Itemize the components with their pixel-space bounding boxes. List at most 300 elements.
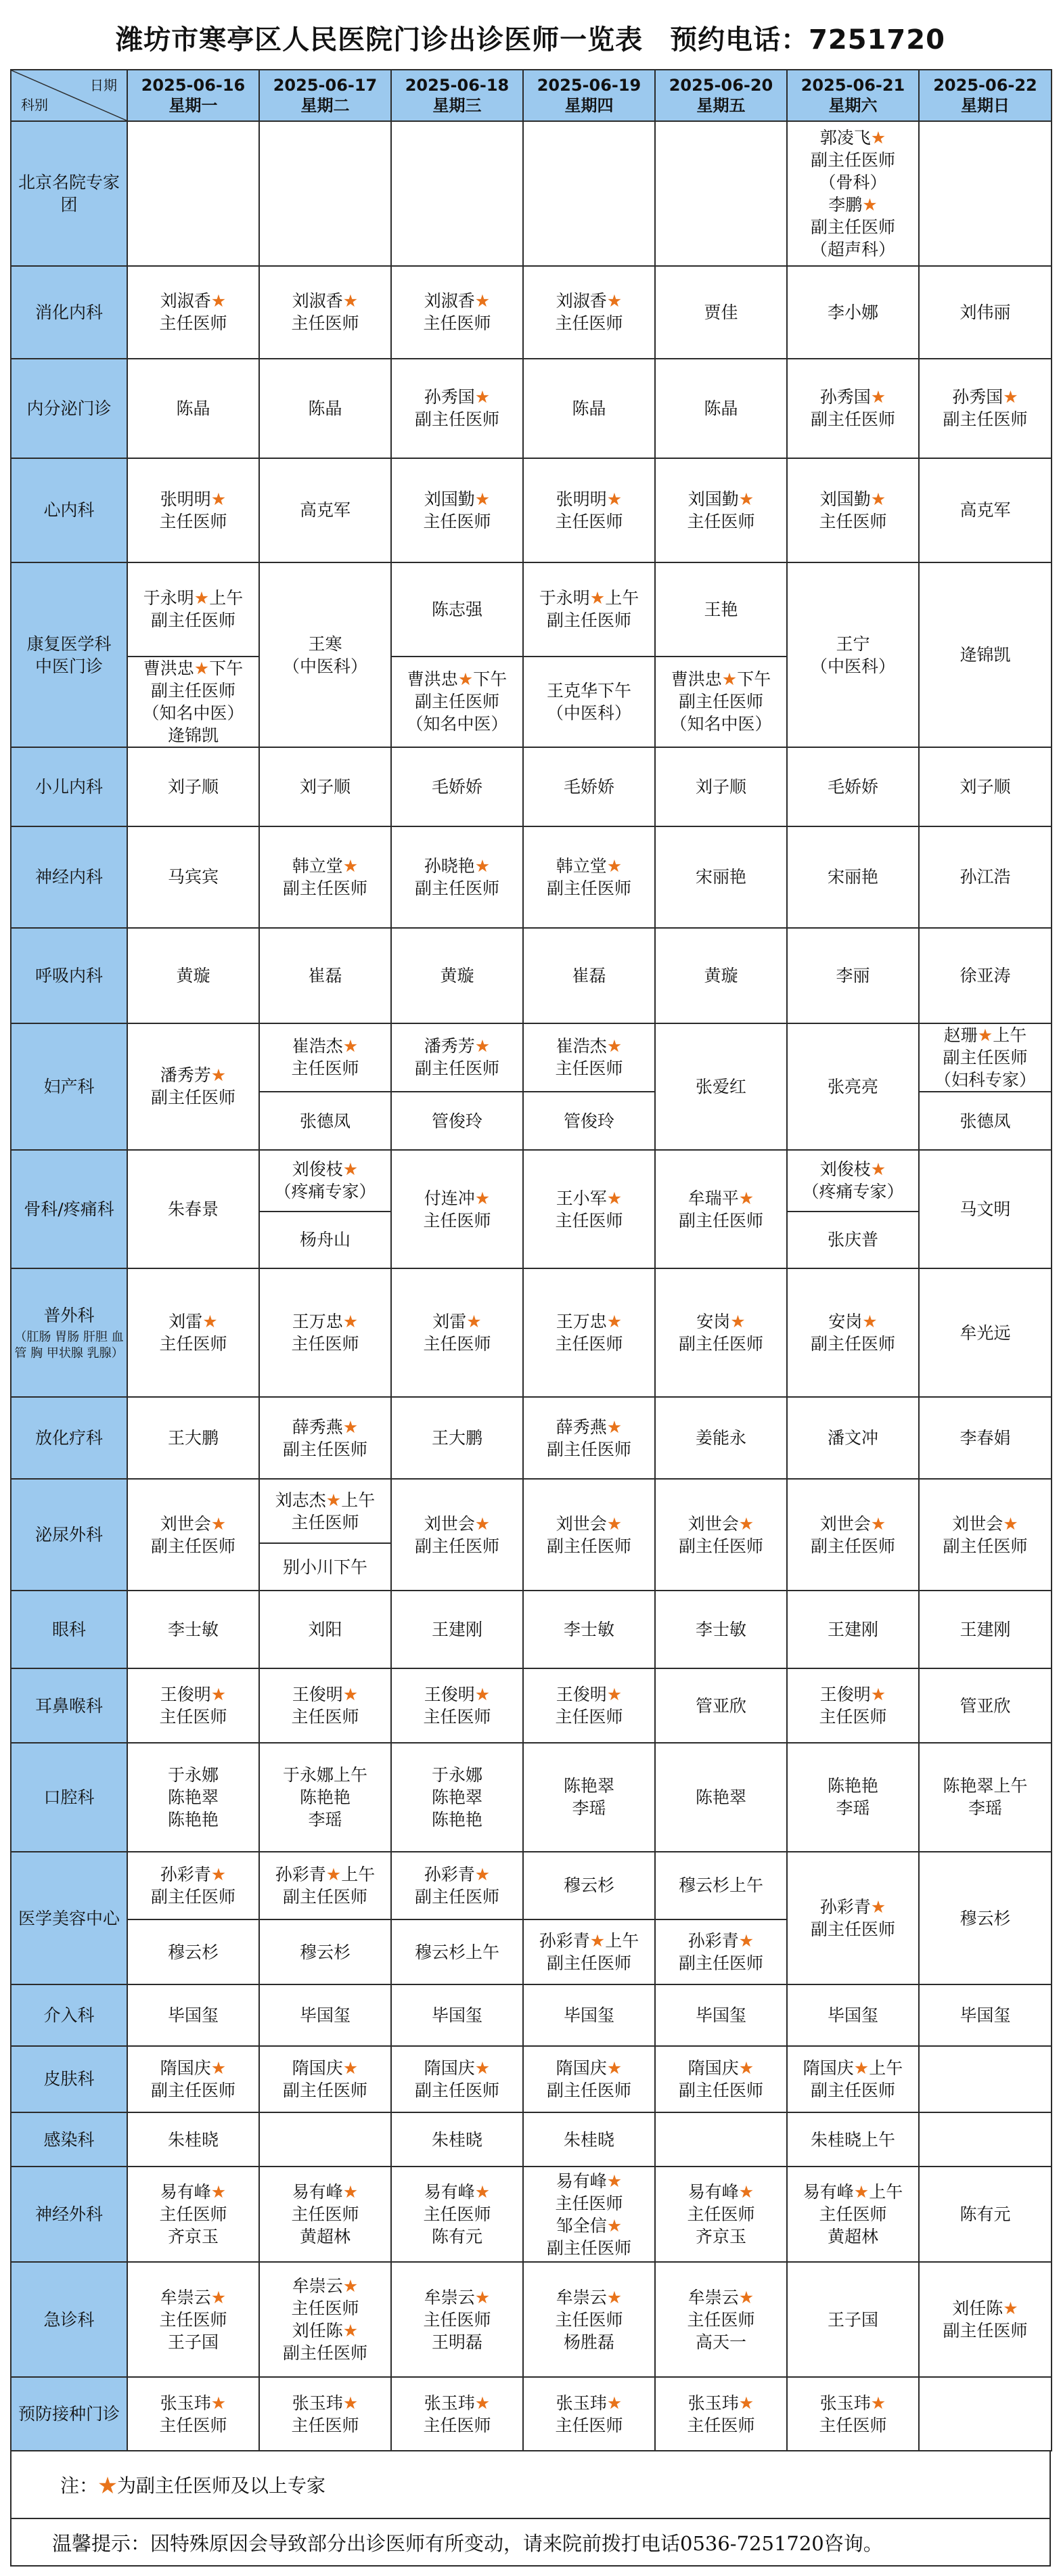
- doctor-line: 陈晶: [176, 398, 210, 418]
- star-icon: ★: [606, 489, 623, 509]
- doctor-line: 副主任医师: [678, 692, 763, 712]
- schedule-cell: [919, 1743, 1052, 1852]
- schedule-cell: [259, 1743, 391, 1852]
- dept-name: 北京名院专家团: [18, 172, 120, 215]
- dept-row: [11, 1023, 1052, 1092]
- schedule-cell: [787, 121, 919, 266]
- schedule-cell: [259, 1479, 391, 1543]
- schedule-cell: [787, 458, 919, 563]
- doctor-line: 张玉玮★: [556, 2393, 623, 2413]
- schedule-cell: [655, 2377, 787, 2451]
- doctor-line: 主任医师: [423, 511, 491, 531]
- schedule-cell: [523, 657, 655, 747]
- schedule-cell: [259, 1023, 391, 1092]
- dept-name: 内分泌门诊: [26, 398, 112, 418]
- schedule-cell: [919, 1591, 1052, 1668]
- star-icon: ★: [606, 2058, 623, 2078]
- phone-text: 预约电话：7251720: [670, 24, 945, 55]
- doctor-line: 邹全信★: [556, 2215, 623, 2236]
- doctor-line: 于永娜上午: [282, 1764, 367, 1785]
- doctor-line: 牟崇云★: [556, 2287, 623, 2307]
- doctor-line: 王建刚: [827, 1620, 878, 1640]
- star-icon: ★: [210, 489, 227, 509]
- doctor-line: 毕国玺: [167, 2005, 219, 2026]
- doctor-line: 孙彩青★: [424, 1864, 491, 1884]
- warm-tip: 温馨提示：因特殊原因会导致部分出诊医师有所变动，请来院前拨打电话0536-7251720咨询。: [10, 2519, 1051, 2567]
- doctor-line: 曹洪忠★下午: [671, 669, 771, 690]
- star-icon: ★: [194, 658, 210, 678]
- schedule-cell: [919, 2167, 1052, 2261]
- schedule-cell: [391, 1023, 523, 1092]
- doctor-line: 赵珊★上午: [943, 1025, 1027, 1045]
- schedule-cell: [919, 747, 1052, 826]
- star-icon: ★: [606, 1312, 623, 1332]
- schedule-cell: [523, 266, 655, 359]
- doctor-line: 副主任医师: [810, 217, 895, 237]
- schedule-cell: [919, 826, 1052, 929]
- star-icon: ★: [210, 1685, 227, 1704]
- doctor-line: 副主任医师: [150, 1536, 235, 1556]
- schedule-cell: [919, 1852, 1052, 1985]
- doctor-line: 毕国玺: [695, 2005, 746, 2026]
- doctor-line: 李小娜: [827, 302, 878, 322]
- doctor-line: 管俊玲: [431, 1111, 482, 1131]
- doctor-line: 朱桂晓上午: [810, 2129, 895, 2150]
- day-header: 2025-06-16 星期一: [127, 70, 259, 121]
- schedule-cell: [259, 1397, 391, 1478]
- schedule-cell: [127, 266, 259, 359]
- doctor-line: 刘世会★: [424, 1513, 491, 1534]
- doctor-line: 陈晶: [308, 398, 342, 418]
- star-icon: ★: [738, 489, 754, 509]
- star-icon: ★: [870, 387, 886, 407]
- star-icon: ★: [589, 1931, 606, 1951]
- dept-row: [11, 458, 1052, 563]
- doctor-line: 杨舟山: [299, 1230, 351, 1250]
- dept-name-cell: [11, 1479, 127, 1591]
- star-icon: ★: [853, 2058, 870, 2078]
- doctor-line: 易有峰★: [687, 2182, 754, 2202]
- dept-name-cell: [11, 1852, 127, 1985]
- star-icon: ★: [606, 2215, 623, 2236]
- star-icon: ★: [210, 2393, 227, 2413]
- legend-note-text: 注：★为副主任医师及以上专家: [60, 2474, 326, 2497]
- dept-name-cell: [11, 2262, 127, 2378]
- dept-name-cell: [11, 747, 127, 826]
- doctor-line: 穆云杉: [563, 1875, 614, 1896]
- doctor-line: 陈艳翠: [695, 1787, 746, 1807]
- dept-name: 神经外科: [35, 2204, 103, 2225]
- schedule-cell: [391, 1092, 523, 1150]
- doctor-line: 主任医师: [687, 2309, 755, 2330]
- schedule-cell: [655, 359, 787, 458]
- star-icon: ★: [210, 2182, 227, 2202]
- dept-row: [11, 359, 1052, 458]
- doctor-line: 陈艳艳: [827, 1776, 878, 1796]
- schedule-cell: [259, 826, 391, 929]
- doctor-line: 潘秀芳★: [160, 1065, 227, 1086]
- doctor-line: 副主任医师: [150, 1088, 235, 1108]
- schedule-cell: [523, 2046, 655, 2112]
- dept-row: [11, 1479, 1052, 1543]
- doctor-line: 副主任医师: [546, 2080, 631, 2100]
- dept-row: [11, 826, 1052, 929]
- schedule-cell: [787, 2377, 919, 2451]
- dept-name-cell: [11, 1984, 127, 2045]
- doctor-line: 王俊明★: [424, 1685, 491, 1704]
- doctor-line: 黄璇: [176, 965, 210, 985]
- schedule-cell: [127, 2377, 259, 2451]
- doctor-line: 毕国玺: [960, 2005, 1011, 2026]
- schedule-cell: [391, 1668, 523, 1743]
- doctor-line: 主任医师: [291, 2299, 359, 2319]
- star-icon: ★: [474, 291, 491, 311]
- schedule-cell: [655, 266, 787, 359]
- doctor-line: 张玉玮★: [292, 2393, 359, 2413]
- star-icon: ★: [1003, 2299, 1018, 2319]
- dept-name-cell: [11, 1668, 127, 1743]
- doctor-line: 副主任医师: [414, 2080, 499, 2100]
- schedule-cell: [391, 1591, 523, 1668]
- schedule-cell: [787, 928, 919, 1023]
- schedule-cell: [523, 1150, 655, 1268]
- doctor-line: 刘国勤★: [424, 489, 491, 509]
- schedule-cell: [655, 1743, 787, 1852]
- doctor-line: 王俊明★: [819, 1685, 886, 1704]
- star-icon: ★: [606, 1513, 623, 1534]
- doctor-line: 副主任医师: [282, 2080, 367, 2100]
- schedule-cell: [391, 1852, 523, 1919]
- schedule-cell: [919, 1023, 1052, 1092]
- doctor-line: 刘子顺: [695, 776, 746, 797]
- schedule-cell: [127, 1919, 259, 1984]
- dept-name: 骨科/疼痛科: [24, 1199, 114, 1219]
- doctor-line: 主任医师: [291, 1334, 359, 1354]
- schedule-cell: [391, 121, 523, 266]
- doctor-line: 隋国庆★: [687, 2058, 754, 2078]
- doctor-line: 张德凤: [299, 1111, 351, 1131]
- schedule-cell: [391, 2377, 523, 2451]
- doctor-line: 牟崇云★: [424, 2287, 491, 2307]
- doctor-line: 陈晶: [704, 398, 738, 418]
- doctor-line: （疼痛专家）: [802, 1182, 904, 1202]
- dept-row: [11, 2046, 1052, 2112]
- doctor-line: 副主任医师: [810, 409, 895, 430]
- dept-row: [11, 562, 1052, 656]
- doctor-line: 毕国玺: [827, 2005, 878, 2026]
- schedule-cell: [919, 1150, 1052, 1268]
- schedule-cell: [655, 747, 787, 826]
- doctor-line: 主任医师: [555, 1210, 623, 1230]
- doctor-line: （中医科）: [546, 703, 631, 723]
- dept-row: [11, 928, 1052, 1023]
- schedule-cell: [391, 2167, 523, 2261]
- star-icon: ★: [870, 1685, 886, 1704]
- schedule-cell: [655, 826, 787, 929]
- doctor-line: 毕国玺: [563, 2005, 614, 2026]
- doctor-line: （疼痛专家）: [274, 1182, 376, 1202]
- dept-name: 介入科: [43, 2005, 95, 2026]
- doctor-line: 主任医师: [423, 2415, 491, 2435]
- doctor-line: 毛娇娇: [563, 776, 614, 797]
- star-icon: ★: [862, 1312, 878, 1332]
- doctor-line: 刘雷★: [432, 1312, 482, 1332]
- dept-row: [11, 1150, 1052, 1211]
- star-icon: ★: [325, 1490, 342, 1510]
- star-icon: ★: [1003, 387, 1018, 407]
- doctor-line: 王艳: [704, 599, 738, 619]
- schedule-cell: [127, 1984, 259, 2045]
- dept-name: 急诊科: [43, 2309, 95, 2330]
- doctor-line: 刘子顺: [167, 776, 219, 797]
- star-icon: ★: [589, 588, 606, 608]
- doctor-line: 孙秀国★: [424, 387, 491, 407]
- doctor-line: 刘国勤★: [687, 489, 754, 509]
- doctor-line: 主任医师: [423, 313, 491, 334]
- schedule-cell: [523, 2377, 655, 2451]
- doctor-line: 逄锦凯: [960, 645, 1011, 665]
- schedule-cell: [523, 1268, 655, 1398]
- star-icon: ★: [606, 856, 623, 876]
- doctor-line: 主任医师: [819, 2204, 887, 2225]
- schedule-cell: [655, 2112, 787, 2167]
- dept-name-cell: [11, 121, 127, 266]
- dept-name: 普外科: [43, 1305, 95, 1325]
- schedule-cell: [655, 1023, 787, 1151]
- star-icon: ★: [721, 669, 738, 690]
- doctor-line: 主任医师: [555, 1059, 623, 1079]
- schedule-cell: [391, 1479, 523, 1591]
- dept-name: 心内科: [43, 500, 95, 520]
- schedule-cell: [919, 2112, 1052, 2167]
- doctor-line: （知名中医）: [142, 703, 244, 723]
- doctor-line: 刘世会★: [160, 1513, 227, 1534]
- schedule-cell: [523, 1397, 655, 1478]
- doctor-line: 张庆普: [827, 1230, 878, 1250]
- schedule-cell: [523, 826, 655, 929]
- schedule-cell: [787, 1479, 919, 1591]
- doctor-line: 副主任医师: [678, 1536, 763, 1556]
- schedule-cell: [919, 928, 1052, 1023]
- dept-name: 预防接种门诊: [18, 2404, 120, 2424]
- star-icon: ★: [466, 1312, 482, 1332]
- doctor-line: 毛娇娇: [431, 776, 482, 797]
- schedule-cell: [391, 1743, 523, 1852]
- doctor-line: 主任医师: [819, 2415, 887, 2435]
- doctor-line: （知名中医）: [406, 714, 508, 734]
- star-icon: ★: [194, 588, 210, 608]
- schedule-cell: [259, 2167, 391, 2261]
- schedule-cell: [655, 121, 787, 266]
- doctor-line: 李瑶: [968, 1798, 1002, 1819]
- dept-row: [11, 1852, 1052, 1919]
- doctor-line: （知名中医）: [670, 714, 772, 734]
- day-header: 2025-06-22 星期日: [919, 70, 1052, 121]
- schedule-cell: [523, 1852, 655, 1919]
- doctor-line: 崔浩杰★: [292, 1036, 359, 1057]
- dept-name: 消化内科: [35, 302, 103, 322]
- dept-name-cell: [11, 562, 127, 747]
- doctor-line: 孙彩青★: [819, 1897, 886, 1917]
- star-icon: ★: [342, 2058, 359, 2078]
- schedule-cell: [523, 2262, 655, 2378]
- schedule-cell: [523, 1023, 655, 1092]
- doctor-line: 王子国: [167, 2332, 219, 2352]
- doctor-line: 高克军: [299, 500, 351, 520]
- doctor-line: 毛娇娇: [827, 776, 878, 797]
- doctor-line: 隋国庆★: [160, 2058, 227, 2078]
- doctor-line: 牟瑞平★: [687, 1188, 754, 1208]
- doctor-line: 穆云杉: [299, 1942, 351, 1962]
- schedule-cell: [655, 1479, 787, 1591]
- schedule-cell: [787, 1668, 919, 1743]
- doctor-line: 管俊玲: [563, 1111, 614, 1131]
- schedule-cell: [655, 2046, 787, 2112]
- page-title: [0, 0, 1061, 74]
- star-icon: ★: [98, 2474, 118, 2497]
- doctor-line: 郭凌飞★: [819, 127, 886, 148]
- star-icon: ★: [606, 1685, 623, 1704]
- star-icon: ★: [738, 1931, 754, 1951]
- star-icon: ★: [325, 1864, 342, 1884]
- doctor-line: 副主任医师: [414, 1059, 499, 1079]
- doctor-line: 孙彩青★上午: [539, 1931, 639, 1951]
- doctor-line: 主任医师: [423, 1334, 491, 1354]
- schedule-cell: [919, 1092, 1052, 1150]
- doctor-line: 孙彩青★: [160, 1864, 227, 1884]
- star-icon: ★: [738, 2182, 754, 2202]
- doctor-line: 陈艳艳: [299, 1787, 351, 1807]
- schedule-cell: [259, 266, 391, 359]
- doctor-line: 主任医师: [819, 1707, 887, 1727]
- doctor-line: （妇科专家）: [934, 1069, 1036, 1090]
- doctor-line: 穆云杉上午: [678, 1875, 763, 1896]
- doctor-line: 朱春景: [167, 1199, 219, 1219]
- doctor-line: 王俊明★: [556, 1685, 623, 1704]
- dept-name: 神经内科: [35, 867, 103, 887]
- doctor-line: 主任医师: [159, 2415, 227, 2435]
- schedule-cell: [787, 266, 919, 359]
- doctor-line: 齐京玉: [695, 2227, 746, 2247]
- dept-name-cell: [11, 1023, 127, 1151]
- schedule-cell: [259, 1212, 391, 1268]
- day-header: 2025-06-21 星期六: [787, 70, 919, 121]
- dept-row: [11, 2377, 1052, 2451]
- doctor-line: 主任医师: [291, 1707, 359, 1727]
- schedule-cell: [127, 2112, 259, 2167]
- doctor-line: 张玉玮★: [160, 2393, 227, 2413]
- doctor-line: 牟崇云★: [160, 2287, 227, 2307]
- doctor-line: 黄超林: [827, 2227, 878, 2247]
- schedule-cell: [523, 2112, 655, 2167]
- schedule-cell: [127, 826, 259, 929]
- schedule-cell: [787, 2112, 919, 2167]
- dept-row: [11, 1984, 1052, 2045]
- schedule-cell: [127, 657, 259, 747]
- doctor-line: 姜能永: [695, 1428, 746, 1448]
- doctor-line: 副主任医师: [150, 610, 235, 631]
- schedule-cell: [523, 1984, 655, 2045]
- star-icon: ★: [474, 2058, 491, 2078]
- doctor-line: 黄璇: [440, 965, 474, 985]
- doctor-line: （超声科）: [810, 239, 895, 259]
- doctor-line: 陈艳翠: [167, 1787, 219, 1807]
- doctor-line: 主任医师: [555, 1707, 623, 1727]
- doctor-line: 刘子顺: [960, 776, 1011, 797]
- star-icon: ★: [870, 2393, 886, 2413]
- star-icon: ★: [853, 2182, 870, 2202]
- star-icon: ★: [606, 2287, 623, 2307]
- schedule-cell: [523, 2167, 655, 2261]
- doctor-line: 陈有元: [431, 2227, 482, 2247]
- doctor-line: 李士敏: [695, 1620, 746, 1640]
- star-icon: ★: [870, 1897, 886, 1917]
- doctor-line: 张德凤: [960, 1111, 1011, 1131]
- doctor-line: 易有峰★: [556, 2171, 623, 2191]
- schedule-cell: [391, 1268, 523, 1398]
- dept-row: [11, 1743, 1052, 1852]
- doctor-line: 刘志杰★上午: [275, 1490, 376, 1510]
- star-icon: ★: [210, 1864, 227, 1884]
- star-icon: ★: [210, 1513, 227, 1534]
- schedule-cell: [655, 2262, 787, 2378]
- doctor-line: 张玉玮★: [424, 2393, 491, 2413]
- doctor-line: 主任医师: [291, 1059, 359, 1079]
- schedule-cell: [919, 458, 1052, 563]
- doctor-line: 副主任医师: [546, 1536, 631, 1556]
- doctor-line: 副主任医师: [810, 150, 895, 170]
- schedule-cell: [391, 266, 523, 359]
- doctor-line: 管亚欣: [960, 1695, 1011, 1716]
- schedule-cell: [259, 458, 391, 563]
- doctor-line: 副主任医师: [678, 1953, 763, 1974]
- doctor-line: 王大鹏: [167, 1428, 219, 1448]
- schedule-cell: [787, 747, 919, 826]
- doctor-line: 张亮亮: [827, 1076, 878, 1096]
- schedule-cell: [655, 928, 787, 1023]
- schedule-cell: [127, 458, 259, 563]
- star-icon: ★: [342, 856, 359, 876]
- schedule-cell: [127, 1150, 259, 1268]
- doctor-line: 副主任医师: [414, 1886, 499, 1907]
- doctor-line: 刘俊枝★: [819, 1159, 886, 1180]
- doctor-line: 崔磊: [308, 965, 342, 985]
- doctor-line: 副主任医师: [678, 1210, 763, 1230]
- schedule-cell: [787, 1852, 919, 1985]
- doctor-line: 主任医师: [291, 2204, 359, 2225]
- star-icon: ★: [870, 127, 886, 148]
- doctor-line: 崔浩杰★: [556, 1036, 623, 1057]
- doctor-line: 主任医师: [555, 2415, 623, 2435]
- doctor-line: 刘淑香★: [292, 291, 359, 311]
- star-icon: ★: [342, 2321, 359, 2341]
- doctor-line: 刘任陈★: [292, 2321, 359, 2341]
- schedule-cell: [259, 928, 391, 1023]
- doctor-line: （中医科）: [282, 656, 367, 676]
- doctor-line: 毕国玺: [299, 2005, 351, 2026]
- schedule-cell: [523, 1919, 655, 1984]
- doctor-line: 易有峰★上午: [803, 2182, 903, 2202]
- doctor-line: 刘阳: [308, 1620, 342, 1640]
- schedule-cell: [259, 1092, 391, 1150]
- dept-name-cell: [11, 458, 127, 563]
- doctor-line: 主任医师: [555, 313, 623, 334]
- doctor-line: 黄璇: [704, 965, 738, 985]
- schedule-cell: [523, 1743, 655, 1852]
- schedule-cell: [655, 1852, 787, 1919]
- doctor-line: 陈艳翠上午: [943, 1776, 1028, 1796]
- star-icon: ★: [474, 1685, 491, 1704]
